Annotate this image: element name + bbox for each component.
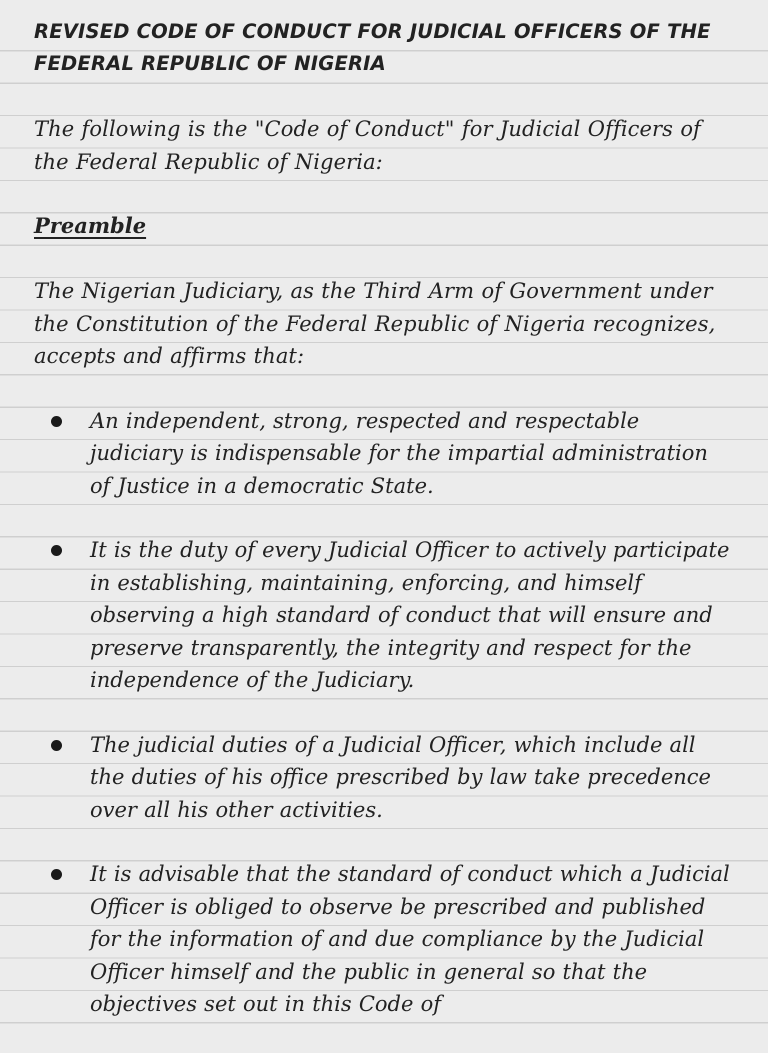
list-item — [34, 858, 734, 1020]
spacer — [34, 81, 734, 113]
list-item-text: An independent, strong, respected and respectable judiciary is indispensable for the impartial administration of Justice in a democratic State. — [90, 408, 708, 498]
spacer — [34, 178, 734, 210]
spacer — [34, 243, 734, 275]
preamble-paragraph: The Nigerian Judiciary, as the Third Arm of Government under the Constitution of the Federal Republic of Nigeria recognizes, accepts and affirms that: — [34, 279, 716, 369]
bullet-icon — [51, 416, 62, 427]
intro-paragraph: The following is the "Code of Conduct" for Judicial Officers of the Federal Republic of Nigeria: — [34, 117, 701, 174]
document-title: REVISED CODE OF CONDUCT FOR JUDICIAL OFFICERS OF THE FEDERAL REPUBLIC OF NIGERIA — [34, 20, 711, 76]
bullet-icon — [51, 740, 62, 751]
list-item — [34, 534, 734, 696]
list-item — [34, 405, 734, 502]
bullet-icon — [51, 869, 62, 880]
list-item-text: It is the duty of every Judicial Officer to actively participate in establishing, maintaining, enforcing, and himself observing a high standard of conduct that will ensure and preserve transparently, the integrity and respect for the independence of the Judiciary. — [90, 538, 730, 693]
section-heading: Preamble — [34, 213, 147, 239]
list-item — [34, 729, 734, 826]
spacer — [34, 372, 734, 404]
document-page — [34, 16, 734, 1053]
preamble-bullet-list — [34, 405, 734, 1021]
list-item-text: The judicial duties of a Judicial Officer, which include all the duties of his office prescribed by law take precedence over all his other activities. — [90, 732, 711, 822]
list-item-text: It is advisable that the standard of conduct which a Judicial Officer is obliged to observe be prescribed and published for the information of and due compliance by the Judicial Officer himself and the public in general so that the objectives set out in this Code of — [90, 862, 730, 1017]
bullet-icon — [51, 545, 62, 556]
